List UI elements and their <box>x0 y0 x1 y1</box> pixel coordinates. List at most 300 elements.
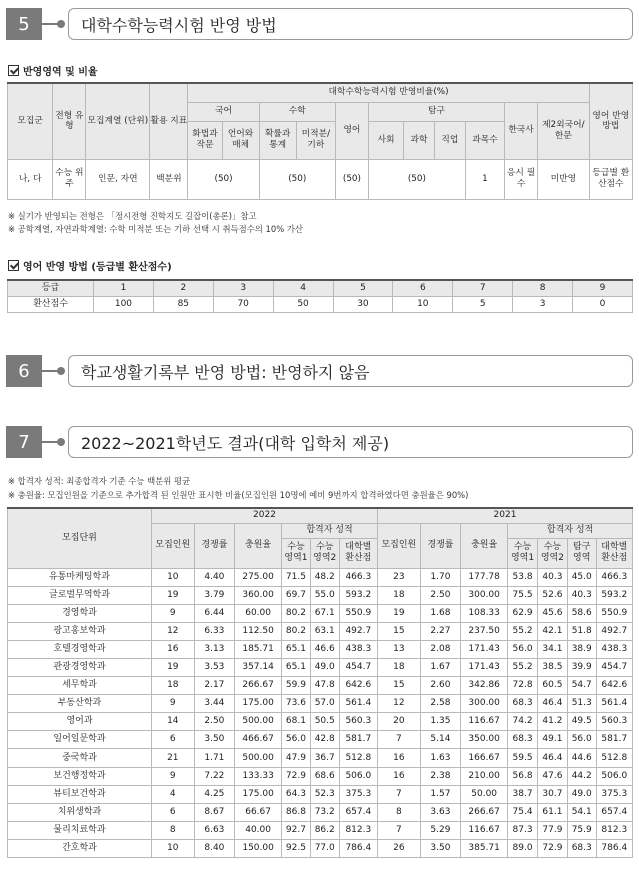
value-cell: 2.58 <box>420 695 461 713</box>
cell-inquiry: (50) <box>368 159 465 199</box>
section-6-header <box>6 355 633 387</box>
value-cell: 30.7 <box>537 785 567 803</box>
value-cell: 657.4 <box>596 803 632 821</box>
value-cell: 44.6 <box>567 749 596 767</box>
value-cell: 47.6 <box>537 767 567 785</box>
value-cell: 56.0 <box>282 731 311 749</box>
value-cell: 87.3 <box>508 821 538 839</box>
value-cell: 64.3 <box>282 785 311 803</box>
value-cell: 438.3 <box>596 640 632 658</box>
header-2022: 2022 <box>151 508 377 523</box>
value-cell: 275.00 <box>235 568 282 586</box>
unit-name-cell: 보건행정학과 <box>8 767 152 785</box>
table-row <box>8 604 633 622</box>
value-cell: 74.2 <box>508 713 538 731</box>
grade-cell: 6 <box>393 280 453 296</box>
value-cell: 44.2 <box>567 767 596 785</box>
value-cell: 67.1 <box>310 604 339 622</box>
value-cell: 642.6 <box>596 677 632 695</box>
header-math: 수학 <box>259 102 335 121</box>
value-cell: 13 <box>378 640 421 658</box>
value-cell: 40.3 <box>567 586 596 604</box>
value-cell: 466.3 <box>596 568 632 586</box>
header-comp: 경쟁률 <box>194 523 235 568</box>
value-cell: 63.1 <box>310 622 339 640</box>
value-cell: 360.00 <box>235 586 282 604</box>
header-quota: 모집인원 <box>151 523 194 568</box>
value-cell: 3.44 <box>194 695 235 713</box>
value-cell: 50.00 <box>461 785 508 803</box>
value-cell: 77.9 <box>537 821 567 839</box>
header-english: 영어 <box>335 102 368 159</box>
value-cell: 48.2 <box>310 568 339 586</box>
header-s1: 수능 영역1 <box>282 538 311 568</box>
value-cell: 10 <box>151 839 194 857</box>
value-cell: 45.0 <box>567 568 596 586</box>
value-cell: 38.9 <box>567 640 596 658</box>
value-cell: 466.3 <box>339 568 377 586</box>
header-field: 모집계열 (단위) <box>86 83 150 159</box>
value-cell: 1.63 <box>420 749 461 767</box>
table-row <box>8 821 633 839</box>
header-group: 모집군 <box>8 83 53 159</box>
value-cell: 2.08 <box>420 640 461 658</box>
unit-name-cell: 중국학과 <box>8 749 152 767</box>
value-cell: 73.6 <box>282 695 311 713</box>
value-cell: 72.9 <box>282 767 311 785</box>
value-cell: 68.3 <box>508 695 538 713</box>
value-cell: 54.7 <box>567 677 596 695</box>
value-cell: 46.4 <box>537 695 567 713</box>
grade-cell: 9 <box>573 280 633 296</box>
value-cell: 300.00 <box>461 695 508 713</box>
value-cell: 500.00 <box>235 713 282 731</box>
value-cell: 560.3 <box>339 713 377 731</box>
header-scores: 합격자 성적 <box>508 523 633 538</box>
table-row <box>8 839 633 857</box>
unit-name-cell: 글로벌무역학과 <box>8 586 152 604</box>
section-title: 2022~2021학년도 결과(대학 입학처 제공) <box>68 426 633 458</box>
value-cell: 56.0 <box>567 731 596 749</box>
header-score: 환산점수 <box>8 296 94 312</box>
header-i4: 과목수 <box>465 121 504 159</box>
value-cell: 49.1 <box>537 731 567 749</box>
value-cell: 357.14 <box>235 658 282 676</box>
value-cell: 8.40 <box>194 839 235 857</box>
value-cell: 438.3 <box>339 640 377 658</box>
value-cell: 7 <box>378 785 421 803</box>
value-cell: 550.9 <box>596 604 632 622</box>
value-cell: 7 <box>378 731 421 749</box>
value-cell: 166.67 <box>461 749 508 767</box>
header-inquiry: 탐구 <box>368 102 504 121</box>
header-s2: 수능 영역2 <box>537 538 567 568</box>
grade-cell: 8 <box>513 280 573 296</box>
value-cell: 6 <box>151 731 194 749</box>
value-cell: 385.71 <box>461 839 508 857</box>
value-cell: 2.38 <box>420 767 461 785</box>
value-cell: 39.9 <box>567 658 596 676</box>
value-cell: 92.7 <box>282 821 311 839</box>
value-cell: 51.3 <box>567 695 596 713</box>
header-s1: 수능 영역1 <box>508 538 538 568</box>
value-cell: 2.60 <box>420 677 461 695</box>
unit-name-cell: 세무학과 <box>8 677 152 695</box>
header-k1: 화법과 작문 <box>188 121 222 159</box>
value-cell: 185.71 <box>235 640 282 658</box>
value-cell: 49.0 <box>310 658 339 676</box>
table-row <box>8 658 633 676</box>
grade-cell: 4 <box>273 280 333 296</box>
unit-name-cell: 물리치료학과 <box>8 821 152 839</box>
value-cell: 38.5 <box>537 658 567 676</box>
value-cell: 86.2 <box>310 821 339 839</box>
value-cell: 36.7 <box>310 749 339 767</box>
value-cell: 506.0 <box>339 767 377 785</box>
value-cell: 210.00 <box>461 767 508 785</box>
value-cell: 812.3 <box>596 821 632 839</box>
value-cell: 38.7 <box>508 785 538 803</box>
subhead-ratio-label: 반영영역 및 비율 <box>23 67 98 78</box>
value-cell: 581.7 <box>339 731 377 749</box>
section-title: 학교생활기록부 반영 방법: 반영하지 않음 <box>68 355 633 387</box>
value-cell: 5.29 <box>420 821 461 839</box>
value-cell: 642.6 <box>339 677 377 695</box>
table-row <box>8 586 633 604</box>
value-cell: 8.67 <box>194 803 235 821</box>
grade-cell: 3 <box>213 280 273 296</box>
value-cell: 75.5 <box>508 586 538 604</box>
value-cell: 266.67 <box>235 677 282 695</box>
unit-name-cell: 부동산학과 <box>8 695 152 713</box>
section-5-header <box>6 8 633 40</box>
value-cell: 7.22 <box>194 767 235 785</box>
value-cell: 89.0 <box>508 839 538 857</box>
table-row <box>8 731 633 749</box>
value-cell: 3.13 <box>194 640 235 658</box>
header-history: 한국사 <box>505 102 538 159</box>
value-cell: 86.8 <box>282 803 311 821</box>
value-cell: 49.0 <box>567 785 596 803</box>
value-cell: 42.1 <box>537 622 567 640</box>
value-cell: 4.40 <box>194 568 235 586</box>
value-cell: 73.2 <box>310 803 339 821</box>
value-cell: 8 <box>378 803 421 821</box>
cell-second: 미반영 <box>538 159 590 199</box>
value-cell: 4.25 <box>194 785 235 803</box>
csat-ratio-table <box>7 82 633 200</box>
value-cell: 3.53 <box>194 658 235 676</box>
value-cell: 1.57 <box>420 785 461 803</box>
value-cell: 7 <box>378 821 421 839</box>
results-body <box>8 568 633 858</box>
unit-name-cell: 경영학과 <box>8 604 152 622</box>
value-cell: 41.2 <box>537 713 567 731</box>
value-cell: 657.4 <box>339 803 377 821</box>
table-row <box>8 640 633 658</box>
value-cell: 6.63 <box>194 821 235 839</box>
value-cell: 1.70 <box>420 568 461 586</box>
score-cell: 50 <box>273 296 333 312</box>
header-quota: 모집인원 <box>378 523 421 568</box>
value-cell: 116.67 <box>461 821 508 839</box>
unit-name-cell: 관광경영학과 <box>8 658 152 676</box>
value-cell: 150.00 <box>235 839 282 857</box>
score-cell: 3 <box>513 296 573 312</box>
value-cell: 506.0 <box>596 767 632 785</box>
value-cell: 350.00 <box>461 731 508 749</box>
value-cell: 116.67 <box>461 713 508 731</box>
grade-cell: 2 <box>153 280 213 296</box>
unit-name-cell: 영어과 <box>8 713 152 731</box>
value-cell: 492.7 <box>596 622 632 640</box>
header-csat: 대학수학능력시험 반영비율(%) <box>188 83 589 102</box>
value-cell: 466.67 <box>235 731 282 749</box>
header-k2: 언어와 매체 <box>222 121 259 159</box>
value-cell: 18 <box>151 677 194 695</box>
note: ※ 합격자 성적: 최종합격자 기준 수능 백분위 평균 <box>8 476 191 486</box>
value-cell: 2.17 <box>194 677 235 695</box>
connector-line <box>42 23 62 25</box>
english-grade-table <box>7 279 633 313</box>
header-scores: 합격자 성적 <box>282 523 378 538</box>
value-cell: 454.7 <box>596 658 632 676</box>
value-cell: 19 <box>151 586 194 604</box>
value-cell: 56.8 <box>508 767 538 785</box>
value-cell: 40.3 <box>537 568 567 586</box>
unit-name-cell: 치위생학과 <box>8 803 152 821</box>
table-row <box>8 677 633 695</box>
table-row <box>8 749 633 767</box>
value-cell: 6 <box>151 803 194 821</box>
value-cell: 16 <box>378 749 421 767</box>
score-cell: 10 <box>393 296 453 312</box>
value-cell: 560.3 <box>596 713 632 731</box>
unit-name-cell: 호텔경영학과 <box>8 640 152 658</box>
value-cell: 16 <box>151 640 194 658</box>
value-cell: 454.7 <box>339 658 377 676</box>
table-row <box>8 695 633 713</box>
value-cell: 72.9 <box>537 839 567 857</box>
table-row <box>8 622 633 640</box>
value-cell: 3.79 <box>194 586 235 604</box>
value-cell: 171.43 <box>461 658 508 676</box>
header-m1: 확률과 통계 <box>259 121 296 159</box>
header-s3: 탐구 영역 <box>567 538 596 568</box>
score-cell: 0 <box>573 296 633 312</box>
value-cell: 9 <box>151 604 194 622</box>
unit-name-cell: 뷰티보건학과 <box>8 785 152 803</box>
value-cell: 15 <box>378 622 421 640</box>
header-grade: 등급 <box>8 280 94 296</box>
value-cell: 175.00 <box>235 785 282 803</box>
value-cell: 46.4 <box>537 749 567 767</box>
value-cell: 15 <box>378 677 421 695</box>
value-cell: 65.1 <box>282 658 311 676</box>
header-s2: 수능 영역2 <box>310 538 339 568</box>
header-conv: 대학별 환산점 <box>596 538 632 568</box>
value-cell: 786.4 <box>339 839 377 857</box>
value-cell: 34.1 <box>537 640 567 658</box>
value-cell: 80.2 <box>282 622 311 640</box>
header-fill: 충원율 <box>461 523 508 568</box>
value-cell: 77.0 <box>310 839 339 857</box>
cell-group: 나, 다 <box>8 159 53 199</box>
header-i1: 사회 <box>368 121 403 159</box>
table-row <box>8 767 633 785</box>
grade-cell: 5 <box>333 280 393 296</box>
value-cell: 66.67 <box>235 803 282 821</box>
value-cell: 812.3 <box>339 821 377 839</box>
value-cell: 512.8 <box>339 749 377 767</box>
value-cell: 45.6 <box>537 604 567 622</box>
value-cell: 68.1 <box>282 713 311 731</box>
value-cell: 18 <box>378 586 421 604</box>
value-cell: 50.5 <box>310 713 339 731</box>
value-cell: 12 <box>378 695 421 713</box>
value-cell: 62.9 <box>508 604 538 622</box>
value-cell: 9 <box>151 695 194 713</box>
unit-name-cell: 유통마케팅학과 <box>8 568 152 586</box>
value-cell: 55.2 <box>508 658 538 676</box>
note: ※ 실기가 반영되는 전형은 「정시전형 진학지도 길잡이(총론)」참고 <box>8 211 257 221</box>
connector-line <box>42 441 62 443</box>
value-cell: 47.8 <box>310 677 339 695</box>
header-second-lang: 제2외국어/ 한문 <box>538 102 590 159</box>
value-cell: 55.2 <box>508 622 538 640</box>
value-cell: 6.33 <box>194 622 235 640</box>
value-cell: 57.0 <box>310 695 339 713</box>
cell-history: 응시 필수 <box>505 159 538 199</box>
value-cell: 593.2 <box>596 586 632 604</box>
value-cell: 23 <box>378 568 421 586</box>
table-row <box>8 803 633 821</box>
value-cell: 375.3 <box>596 785 632 803</box>
value-cell: 19 <box>378 604 421 622</box>
value-cell: 6.44 <box>194 604 235 622</box>
checkbox-icon <box>8 260 19 271</box>
value-cell: 72.8 <box>508 677 538 695</box>
value-cell: 68.6 <box>310 767 339 785</box>
grade-cell: 7 <box>453 280 513 296</box>
score-cell: 70 <box>213 296 273 312</box>
value-cell: 71.5 <box>282 568 311 586</box>
value-cell: 300.00 <box>461 586 508 604</box>
value-cell: 342.86 <box>461 677 508 695</box>
value-cell: 2.50 <box>194 713 235 731</box>
cell-count: 1 <box>465 159 504 199</box>
cell-eng-method: 등급별 환산점수 <box>589 159 632 199</box>
value-cell: 68.3 <box>508 731 538 749</box>
value-cell: 14 <box>151 713 194 731</box>
table-row <box>8 785 633 803</box>
checkbox-icon <box>8 65 19 76</box>
header-unit: 모집단위 <box>8 508 152 568</box>
value-cell: 500.00 <box>235 749 282 767</box>
table-row <box>8 713 633 731</box>
value-cell: 42.8 <box>310 731 339 749</box>
header-index: 활용 지표 <box>150 83 188 159</box>
value-cell: 19 <box>151 658 194 676</box>
value-cell: 1.71 <box>194 749 235 767</box>
value-cell: 1.67 <box>420 658 461 676</box>
value-cell: 5.14 <box>420 731 461 749</box>
value-cell: 52.3 <box>310 785 339 803</box>
value-cell: 75.4 <box>508 803 538 821</box>
value-cell: 3.50 <box>194 731 235 749</box>
cell-korean: (50) <box>188 159 259 199</box>
value-cell: 49.5 <box>567 713 596 731</box>
value-cell: 16 <box>378 767 421 785</box>
value-cell: 237.50 <box>461 622 508 640</box>
value-cell: 68.3 <box>567 839 596 857</box>
value-cell: 53.8 <box>508 568 538 586</box>
header-i3: 직업 <box>434 121 465 159</box>
subhead-ratio <box>8 63 98 78</box>
note: ※ 충원율: 모집인원을 기준으로 추가합격 된 인원만 표시한 비율(모집인원 10명에 예비 9번까지 합격하였다면 충원율은 90%) <box>8 490 469 500</box>
header-korean: 국어 <box>188 102 259 121</box>
cell-field: 인문, 자연 <box>86 159 150 199</box>
table-row <box>8 568 633 586</box>
section-number: 5 <box>6 8 42 40</box>
value-cell: 69.7 <box>282 586 311 604</box>
grade-cell: 1 <box>94 280 154 296</box>
value-cell: 58.6 <box>567 604 596 622</box>
score-cell: 100 <box>94 296 154 312</box>
value-cell: 4 <box>151 785 194 803</box>
section-number: 6 <box>6 355 42 387</box>
header-2021: 2021 <box>378 508 633 523</box>
value-cell: 133.33 <box>235 767 282 785</box>
value-cell: 375.3 <box>339 785 377 803</box>
cell-math: (50) <box>259 159 335 199</box>
subhead-english-label: 영어 반영 방법 (등급별 환산점수) <box>23 262 172 273</box>
value-cell: 46.6 <box>310 640 339 658</box>
score-cell: 5 <box>453 296 513 312</box>
value-cell: 2.27 <box>420 622 461 640</box>
subhead-english <box>8 258 172 273</box>
value-cell: 10 <box>151 568 194 586</box>
value-cell: 786.4 <box>596 839 632 857</box>
value-cell: 60.5 <box>537 677 567 695</box>
value-cell: 65.1 <box>282 640 311 658</box>
value-cell: 21 <box>151 749 194 767</box>
value-cell: 3.50 <box>420 839 461 857</box>
value-cell: 171.43 <box>461 640 508 658</box>
value-cell: 54.1 <box>567 803 596 821</box>
connector-line <box>42 370 62 372</box>
value-cell: 51.8 <box>567 622 596 640</box>
value-cell: 561.4 <box>596 695 632 713</box>
unit-name-cell: 간호학과 <box>8 839 152 857</box>
cell-english: (50) <box>335 159 368 199</box>
value-cell: 47.9 <box>282 749 311 767</box>
unit-name-cell: 일어일문학과 <box>8 731 152 749</box>
header-conv: 대학별 환산점 <box>339 538 377 568</box>
value-cell: 59.5 <box>508 749 538 767</box>
value-cell: 59.9 <box>282 677 311 695</box>
cell-index: 백분위 <box>150 159 188 199</box>
score-cell: 30 <box>333 296 393 312</box>
header-m2: 미적분/ 기하 <box>296 121 335 159</box>
value-cell: 20 <box>378 713 421 731</box>
value-cell: 75.9 <box>567 821 596 839</box>
value-cell: 561.4 <box>339 695 377 713</box>
header-eng-method: 영어 반영 방법 <box>589 83 632 159</box>
value-cell: 52.6 <box>537 586 567 604</box>
value-cell: 177.78 <box>461 568 508 586</box>
header-type: 전형 유형 <box>53 83 86 159</box>
